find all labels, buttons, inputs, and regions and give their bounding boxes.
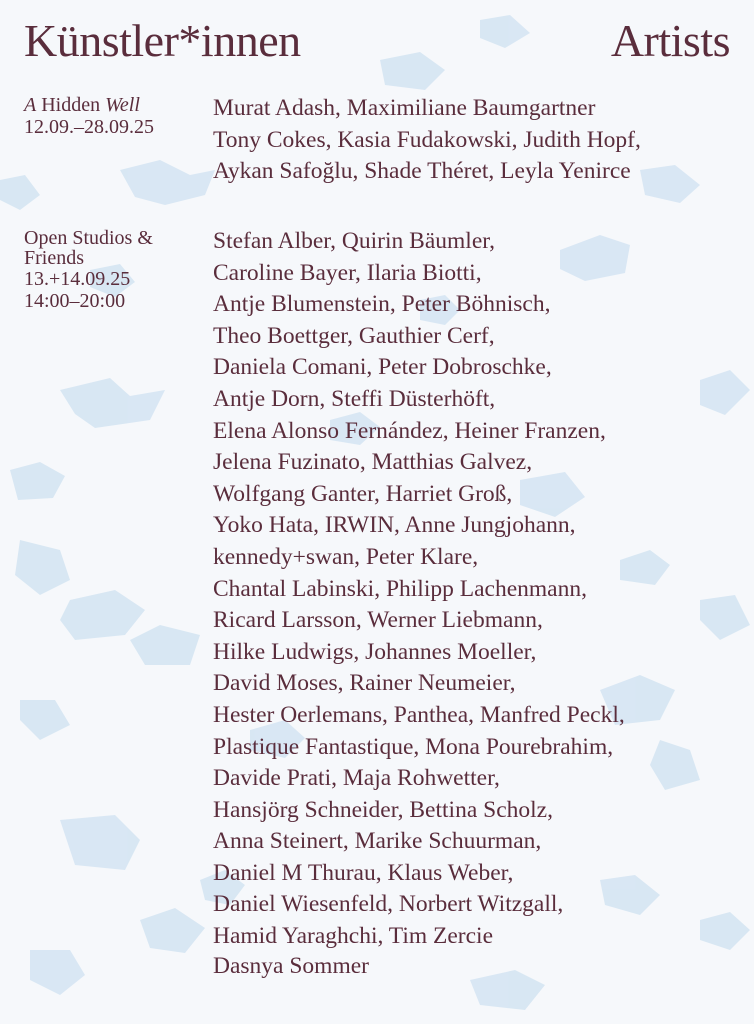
artist-line: Anna Steinert, Marike Schuurman, <box>213 828 542 855</box>
artist-line: David Moses, Rainer Neumeier, <box>213 670 516 697</box>
artist-line: Hilke Ludwigs, Johannes Moeller, <box>213 638 537 665</box>
artist-line: Ricard Larsson, Werner Liebmann, <box>213 607 543 634</box>
exhibition-dates: 12.09.–28.09.25 <box>24 116 154 138</box>
open-studios-dates: 13.+14.09.25 <box>24 268 131 290</box>
artist-line: Davide Prati, Maja Rohwetter, <box>213 765 500 792</box>
artist-line: Murat Adash, Maximiliane Baumgartner <box>213 95 596 121</box>
artist-line: Chantal Labinski, Philipp Lachenmann, <box>213 575 587 602</box>
artist-line: Theo Boettger, Gauthier Cerf, <box>213 322 495 349</box>
artist-line: Antje Dorn, Steffi Düsterhöft, <box>213 385 496 412</box>
title-german: Künstler*innen <box>24 15 301 66</box>
open-studios-hours: 14:00–20:00 <box>24 290 126 312</box>
artist-line: Jelena Fuzinato, Matthias Galvez, <box>213 449 533 476</box>
artist-line: Elena Alonso Fernández, Heiner Franzen, <box>213 417 606 444</box>
exhibition-title: A Hidden Well <box>24 94 140 116</box>
title-english: Artists <box>610 15 730 66</box>
artist-line: Plastique Fantastique, Mona Pourebrahim, <box>213 733 614 760</box>
artist-line: Antje Blumenstein, Peter Böhnisch, <box>213 291 551 318</box>
artist-line: Aykan Safoğlu, Shade Théret, Leyla Yenirce <box>213 158 631 185</box>
open-studios-label-line1: Open Studios & <box>24 227 153 249</box>
exhibition-info <box>24 94 154 138</box>
artist-line: Daniel M Thurau, Klaus Weber, <box>213 859 514 886</box>
artist-line: Daniela Comani, Peter Dobroschke, <box>213 354 552 381</box>
artist-line: Wolfgang Ganter, Harriet Groß, <box>213 480 513 507</box>
artist-line: Tony Cokes, Kasia Fudakowski, Judith Hopf, <box>213 126 641 153</box>
artist-line: Daniel Wiesenfeld, Norbert Witzgall, <box>213 891 564 918</box>
artist-line: Dasnya Sommer <box>213 952 369 979</box>
open-studios-info <box>24 228 153 312</box>
exhibition-artist-list <box>213 93 641 188</box>
open-studios-label-line2: Friends <box>24 247 84 269</box>
artist-line: Hansjörg Schneider, Bettina Scholz, <box>213 796 553 823</box>
artist-line: Stefan Alber, Quirin Bäumler, <box>213 228 496 254</box>
artist-line: Yoko Hata, IRWIN, Anne Jungjohann, <box>213 512 576 539</box>
artist-line: Hester Oerlemans, Panthea, Manfred Peckl, <box>213 701 625 728</box>
artist-line: Caroline Bayer, Ilaria Biotti, <box>213 259 482 286</box>
artist-line: Hamid Yaraghchi, Tim Zercie <box>213 923 494 950</box>
artist-line: kennedy+swan, Peter Klare, <box>213 543 479 570</box>
open-studios-artist-list <box>213 226 625 979</box>
